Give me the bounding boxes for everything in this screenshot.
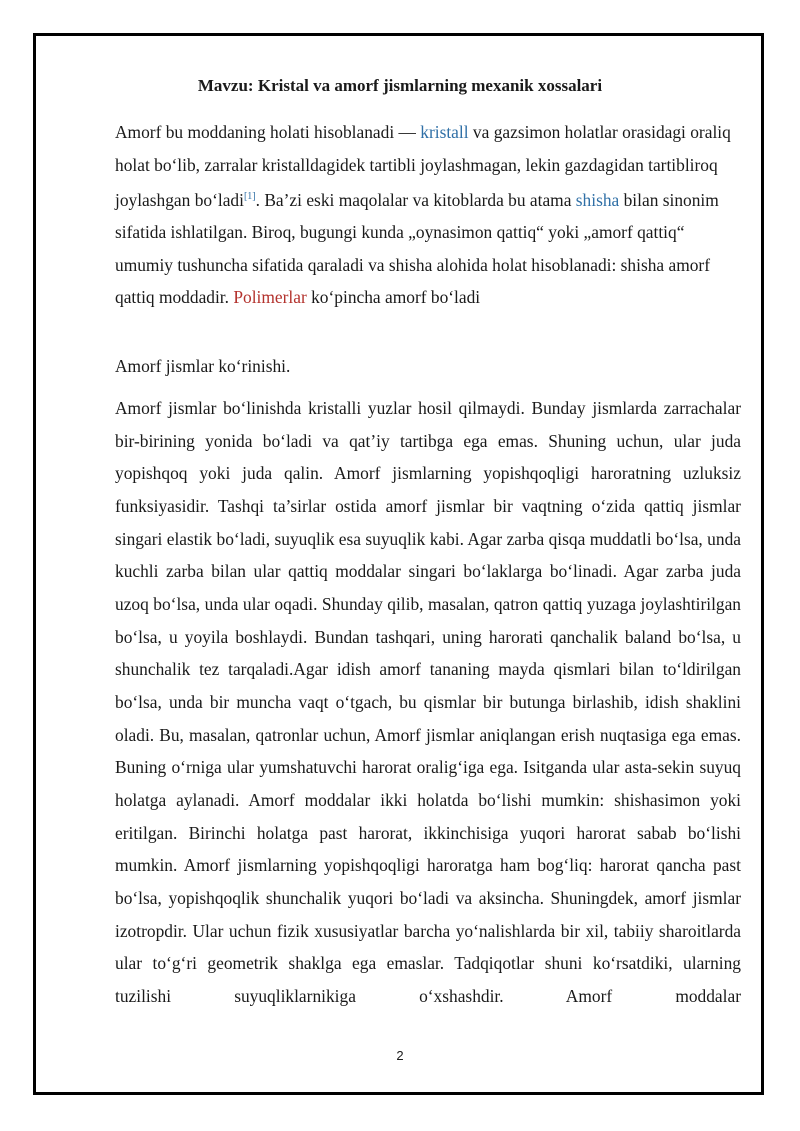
body-line: uzluksiz funksiyasidir. Tashqi ta’sirlar ostida amorf jismlar bir vaqtning o‘zida — [115, 463, 741, 516]
link-polimerlar[interactable]: Polimerlar — [233, 287, 307, 308]
body-line: Amorf jismlar bo‘linishda kristalli yuzlar hosil qilmaydi. Bunday jismlarda — [115, 398, 658, 418]
page-number: 2 — [396, 1048, 404, 1063]
body-line: mumkin. Amorf jismlarning yopishqoqligi haroratga ham bog‘liq: harorat qancha — [115, 855, 706, 876]
intro-text-2: va gazsimon holatlar orasidagi oraliq holat bo‘lib, zarralar kristalldagidek tartibli joylashmagan, lekin gazdagidan tartibliroq joylashgan bo‘ladi — [115, 122, 731, 210]
body-line: qatron qattiq yuzaga joylashtirilgan bo‘lsa, u yoyila boshlaydi. Bundan tashqari, — [115, 593, 742, 647]
body-line: bo‘linadi. Agar zarba juda uzoq bo‘lsa, unda ular oqadi. Shunday qilib, masalan, — [115, 561, 741, 614]
page-title: Mavzu: Kristal va amorf jismlarning mexanik xossalari — [197, 76, 603, 95]
body-paragraph — [115, 392, 741, 1012]
body-line: aylanadi. Amorf moddalar ikki holatda bo‘lishi mumkin: shishasimon yoki — [176, 789, 741, 810]
footnote-ref-link[interactable]: [1] — [243, 191, 256, 202]
intro-text-5: ko‘pincha amorf bo‘ladi — [306, 287, 481, 308]
section-heading: Amorf jismlar ko‘rinishi. — [115, 356, 291, 376]
body-line: zarrachalar bir-birining yonida bo‘ladi va qat’iy tartibga ega emas. Shuning uchun, — [115, 398, 741, 451]
body-line: bu qismlar bir butunga birlashib, idish shaklini oladi. Bu, masalan, qatronlar — [115, 691, 741, 745]
body-line: uning harorati qanchalik baland bo‘lsa, u shunchalik tez tarqaladi.Agar idish amorf — [115, 626, 741, 680]
link-shisha[interactable]: shisha — [575, 189, 620, 210]
link-kristall[interactable]: kristall — [420, 122, 469, 142]
intro-text-4: bilan sinonim sifatida ishlatilgan. Biroq, bugungi kunda „oynasimon qattiq“ yoki „amorf qattiq“ umumiy tushuncha sifatida qaraladi va shisha alohida holat hisoblanadi: shisha amorf qattiq moddadir. — [115, 189, 719, 308]
body-line: shuni ko‘rsatdiki, ularning tuzilishi suyuqliklarnikiga o‘xshashdir. Amorf moddalar — [115, 953, 742, 1006]
body-line: yumshatuvchi harorat oralig‘iga ega. Isitganda ular asta-sekin suyuq holatga — [115, 757, 741, 810]
body-line: muddatli bo‘lsa, unda kuchli zarba bilan ular qattiq moddalar singari bo‘laklarga — [115, 528, 741, 582]
body-line: uchun, Amorf jismlar aniqlangan erish nuqtasiga ega emas. Buning o‘rniga ular — [115, 724, 741, 778]
body-line: amorf jismlar izotropdir. Ular uchun fizik xususiyatlar barcha yo‘nalishlarda bir — [115, 887, 742, 941]
intro-text-1: Amorf bu moddaning holati hisoblanadi — — [115, 122, 421, 142]
body-line: qattiq jismlar singari elastik bo‘ladi, suyuqlik esa suyuqlik kabi. Agar zarba qisqa — [115, 495, 741, 549]
body-line: eritilgan. Birinchi holatga past harorat, ikkinchisiga yuqori harorat sabab bo‘lishi — [115, 822, 741, 843]
body-line: ular juda yopishqoq yoki juda qalin. Amorf jismlarning yopishqoqligi haroratning — [115, 430, 741, 484]
body-line: tananing mayda qismlari bilan to‘ldirilgan bo‘lsa, unda bir muncha vaqt o‘tgach, — [115, 659, 742, 712]
intro-text-3: . Ba’zi eski maqolalar va kitoblarda bu atama — [255, 189, 576, 210]
body-line: xil, tabiiy sharoitlarda ular to‘g‘ri geometrik shaklga ega emaslar. Tadqiqotlar — [115, 920, 742, 974]
body-line: past bo‘lsa, yopishqoqlik shunchalik yuqori bo‘ladi va aksincha. Shuningdek, — [115, 855, 741, 908]
intro-paragraph — [115, 116, 745, 314]
